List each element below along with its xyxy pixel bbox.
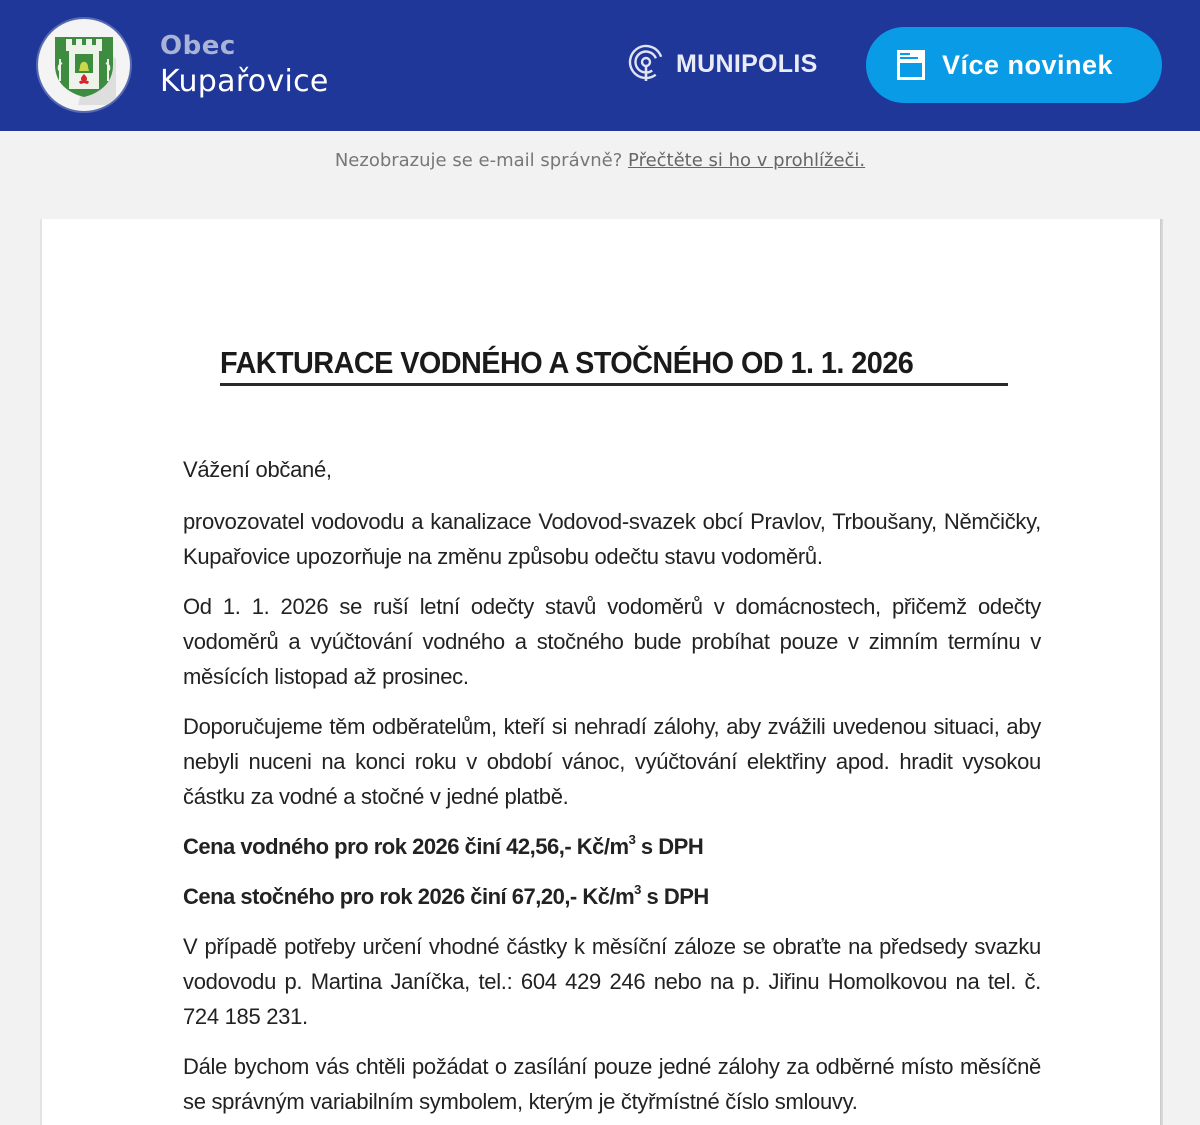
browser-note bbox=[0, 150, 1200, 171]
broadcast-signal-icon bbox=[626, 44, 666, 84]
paragraph-operator-notice: provozovatel vodovodu a kanalizace Vodovod-svazek obcí Pravlov, Trboušany, Němčičky, Kupařovice upozorňuje na změnu způsobu odečtu stavu vodoměrů. bbox=[183, 509, 1041, 569]
view-in-browser-link[interactable]: Přečtěte si ho v prohlížeči. bbox=[628, 150, 866, 171]
price-sewage-sup: 3 bbox=[634, 882, 641, 897]
document-title: FAKTURACE VODNÉHO A STOČNÉHO OD 1. 1. 2026 bbox=[220, 345, 914, 380]
price-water bbox=[183, 829, 1041, 864]
title-underline bbox=[220, 383, 1008, 386]
brand-prefix: Obec bbox=[160, 31, 236, 61]
price-water-sup: 3 bbox=[628, 832, 636, 847]
price-water-text: Cena vodného pro rok 2026 činí 42,56,- Kč/m bbox=[183, 834, 629, 859]
paragraph-contact: V případě potřeby určení vhodné částky k měsíční záloze se obraťte na předsedy svazku vodovodu p. Martina Janíčka, tel.: 604 429 246 nebo na p. Jiřinu Homolkovou na tel. č. 724 185 231. bbox=[183, 934, 1041, 1029]
price-sewage-suffix: s DPH bbox=[640, 884, 709, 909]
municipality-logo[interactable] bbox=[38, 19, 130, 111]
document-image bbox=[40, 219, 1160, 1125]
price-sewage bbox=[183, 879, 1041, 914]
price-water-suffix: s DPH bbox=[635, 834, 704, 859]
header-bar bbox=[0, 0, 1200, 131]
munipolis-logo[interactable] bbox=[626, 44, 818, 84]
paragraph-reading-change: Od 1. 1. 2026 se ruší letní odečty stavů vodoměrů v domácnostech, přičemž odečty vodoměrů a vyúčtování vodného a stočného bude probíhat pouze v zimním termínu v měsících listopad až prosinec. bbox=[183, 594, 1041, 689]
newspaper-icon bbox=[896, 49, 926, 81]
coat-of-arms-icon bbox=[38, 19, 130, 111]
munipolis-label: MUNIPOLIS bbox=[676, 49, 818, 78]
more-news-label: Více novinek bbox=[942, 49, 1114, 80]
paragraph-recommendation: Doporučujeme těm odběratelům, kteří si nehradí zálohy, aby zvážili uvedenou situaci, aby nebyli nuceni na konci roku v období vánoc, vyúčtování elektřiny apod. hradit vysokou částku za vodné a stočné v jedné platbě. bbox=[183, 714, 1041, 809]
paragraph-closing: Dále bychom vás chtěli požádat o zasílání pouze jedné zálohy za odběrné místo měsíčně se správným variabilním symbolem, kterým je čtyřmístné číslo smlouvy. bbox=[183, 1054, 1041, 1114]
greeting: Vážení občané, bbox=[183, 457, 332, 482]
browser-note-text: Nezobrazuje se e-mail správně? bbox=[334, 150, 623, 171]
more-news-button[interactable] bbox=[866, 27, 1162, 103]
price-sewage-text: Cena stočného pro rok 2026 činí 67,20,- Kč/m bbox=[183, 884, 635, 909]
brand-name: Kupařovice bbox=[160, 64, 329, 99]
